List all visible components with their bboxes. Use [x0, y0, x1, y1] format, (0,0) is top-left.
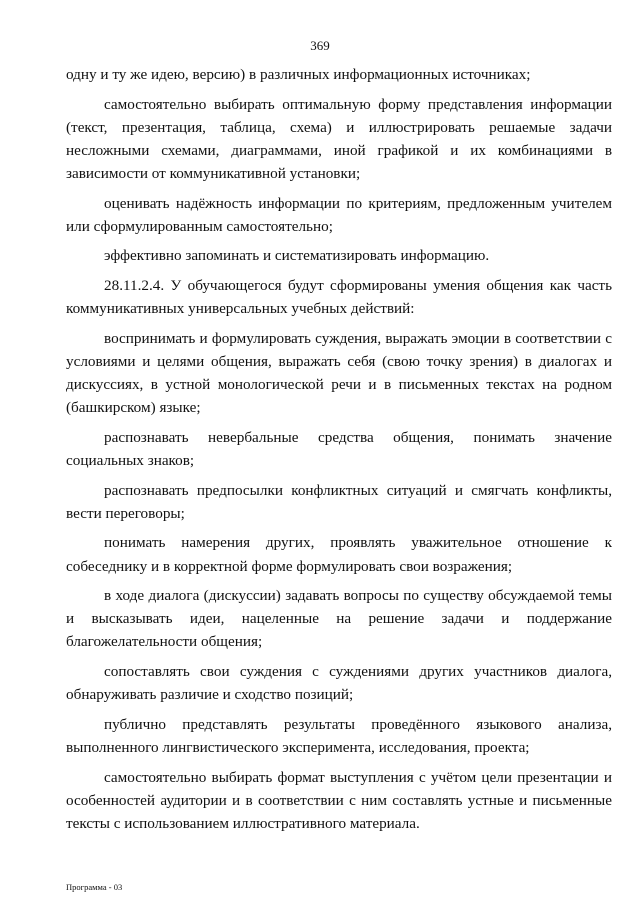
paragraph: распознавать предпосылки конфликтных ситуаций и смягчать конфликты, вести переговоры; — [66, 481, 612, 522]
paragraph: понимать намерения других, проявлять уважительное отношение к собеседнику и в корректной форме формулировать свои возражения; — [66, 534, 612, 575]
paragraph: сопоставлять свои суждения с суждениями других участников диалога, обнаруживать различие и сходство позиций; — [66, 663, 612, 704]
paragraph: в ходе диалога (дискуссии) задавать вопросы по существу обсуждаемой темы и высказывать идеи, нацеленные на решение задачи и поддержание благожелательности общения; — [66, 587, 612, 651]
document-body — [66, 63, 612, 842]
paragraph: эффективно запоминать и систематизировать информацию. — [104, 247, 490, 265]
page-footer: Программа - 03 — [66, 882, 123, 892]
paragraph: оценивать надёжность информации по критериям, предложенным учителем или сформулированным самостоятельно; — [66, 194, 612, 235]
paragraph: публично представлять результаты проведённого языкового анализа, выполненного лингвистического эксперимента, исследования, проекта; — [66, 715, 612, 756]
page-number: 369 — [310, 38, 330, 53]
paragraph-continuation: одну и ту же идею, версию) в различных информационных источниках; — [66, 66, 531, 83]
paragraph: воспринимать и формулировать суждения, выражать эмоции в соответствии с условиями и целями общения, выражать себя (свою точку зрения) в диалогах и дискуссиях, в устной монологической речи и в письменных текстах на родном (башкирском) языке; — [66, 329, 612, 417]
paragraph: самостоятельно выбирать оптимальную форму представления информации (текст, презентация, таблица, схема) и иллюстрировать решаемые задачи несложными схемами, диаграммами, иной графикой и их комбинациями в зависимости от коммуникативной установки; — [66, 95, 612, 182]
paragraph: распознавать невербальные средства общения, понимать значение социальных знаков; — [66, 428, 612, 469]
section-heading-paragraph: 28.11.2.4. У обучающегося будут сформированы умения общения как часть коммуникативных универсальных учебных действий: — [66, 277, 612, 318]
paragraph: самостоятельно выбирать формат выступления с учётом цели презентации и особенностей аудитории и в соответствии с ним составлять устные и письменные тексты с использованием иллюстративного материала. — [66, 768, 612, 832]
